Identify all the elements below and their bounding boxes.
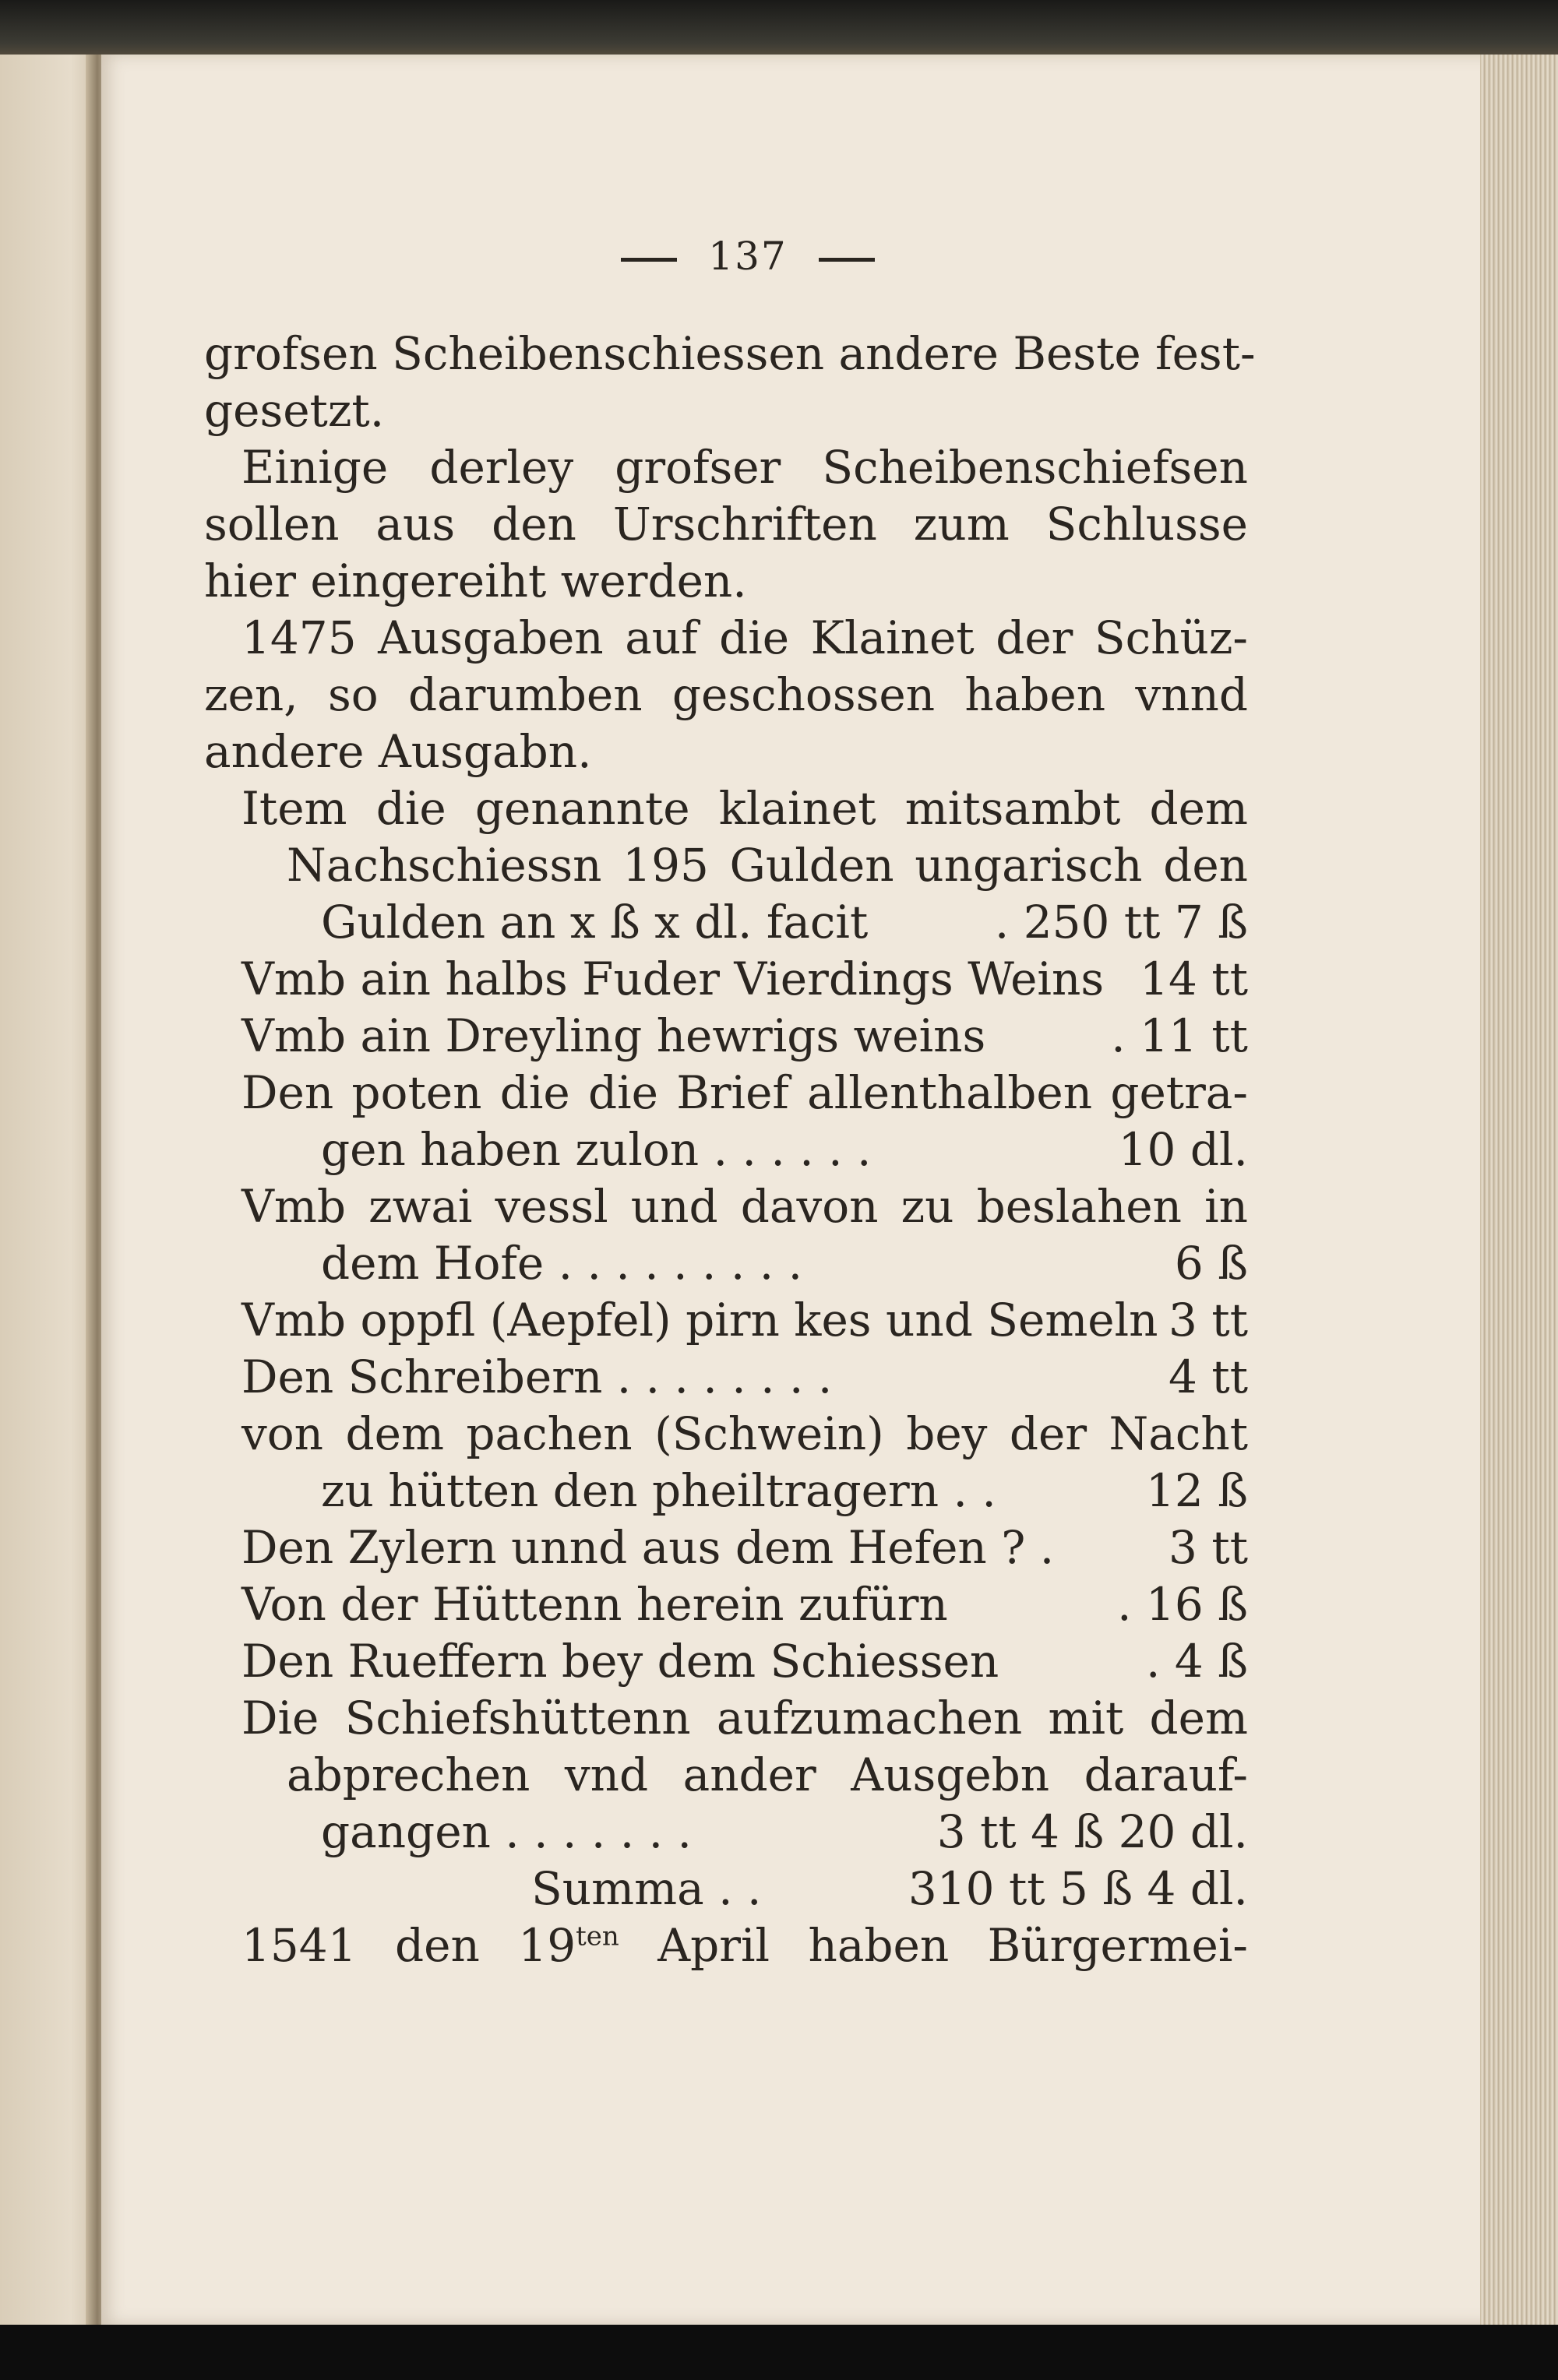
ledger-text: gen haben zulon . . . . . . bbox=[321, 1123, 872, 1176]
ledger-text: gangen . . . . . . . bbox=[321, 1805, 692, 1858]
closing-ordinal: ten bbox=[576, 1921, 619, 1952]
ledger-amount: 3 tt bbox=[1168, 1294, 1248, 1347]
closing-word: den bbox=[395, 1919, 480, 1972]
body-line: sollen aus den Urschriften zum Schlusse bbox=[204, 498, 1248, 551]
ledger-line: abprechen vnd ander Ausgebn darauf- bbox=[287, 1748, 1248, 1801]
ledger-entry-last bbox=[204, 1121, 1248, 1178]
ledger-line: Vmb zwai vessl und davon zu beslahen in bbox=[241, 1180, 1248, 1233]
ledger-text: Gulden an x ß x dl. facit bbox=[321, 896, 869, 949]
ledger-entry-last bbox=[204, 1519, 1248, 1576]
ledger-line: Item die genannte klainet mitsambt dem bbox=[241, 782, 1248, 835]
page-number-dash-right bbox=[819, 258, 875, 262]
page-body bbox=[204, 326, 1256, 1974]
ledger-entry-last bbox=[204, 951, 1248, 1008]
body-line: gesetzt. bbox=[204, 384, 385, 437]
ledger-amount: 14 tt bbox=[1140, 952, 1248, 1005]
ledger-amount: . 11 tt bbox=[1111, 1009, 1248, 1062]
ledger-entry-last bbox=[204, 1463, 1248, 1519]
ledger-text: Den Schreibern . . . . . . . . bbox=[241, 1350, 833, 1403]
summa-amount: 310 tt 5 ß 4 dl. bbox=[908, 1862, 1248, 1915]
ledger-entry-last bbox=[204, 1235, 1248, 1292]
ledger-line: Die Schiefshüttenn aufzumachen mit dem bbox=[241, 1692, 1248, 1745]
body-line: Einige derley grofser Scheibenschiefsen bbox=[241, 441, 1248, 494]
ledger-amount: 6 ß bbox=[1174, 1237, 1248, 1290]
closing-line bbox=[204, 1917, 1248, 1974]
ledger-text: zu hütten den pheiltragern . . bbox=[321, 1464, 996, 1517]
closing-day: 19 bbox=[518, 1919, 576, 1972]
page-number-value: 137 bbox=[708, 234, 788, 279]
ledger-line: Den poten die die Brief allenthalben getra- bbox=[241, 1066, 1248, 1119]
ledger-line: von dem pachen (Schwein) bey der Nacht bbox=[241, 1407, 1248, 1460]
ledger-text: Den Rueffern bey dem Schiessen bbox=[241, 1635, 999, 1688]
page-number-dash-left bbox=[621, 258, 677, 262]
ledger-text: Vmb ain Dreyling hewrigs weins bbox=[241, 1009, 986, 1062]
ledger-entry-last bbox=[204, 1633, 1248, 1690]
ledger-entry-last bbox=[204, 894, 1248, 951]
body-line: grofsen Scheibenschiessen andere Beste fest- bbox=[204, 327, 1256, 380]
ledger-text: Vmb ain halbs Fuder Vierdings Weins bbox=[241, 952, 1105, 1005]
body-line: zen, so darumben geschossen haben vnnd bbox=[204, 668, 1248, 721]
ledger-amount: 10 dl. bbox=[1118, 1123, 1248, 1176]
ledger-amount: 3 tt bbox=[1168, 1521, 1248, 1574]
closing-year: 1541 bbox=[241, 1919, 357, 1972]
ledger-amount: 4 tt bbox=[1168, 1350, 1248, 1403]
closing-date bbox=[518, 1919, 619, 1972]
ledger-entry-last bbox=[204, 1349, 1248, 1406]
ledger-amount: . 4 ß bbox=[1146, 1635, 1248, 1688]
ledger-amount: . 250 tt 7 ß bbox=[994, 896, 1248, 949]
ledger-entry-last bbox=[204, 1008, 1248, 1065]
ledger-amount: 3 tt 4 ß 20 dl. bbox=[936, 1805, 1248, 1858]
ledger-amount: 12 ß bbox=[1146, 1464, 1248, 1517]
ledger-entry-last bbox=[204, 1804, 1248, 1861]
ledger-line: Nachschiessn 195 Gulden ungarisch den bbox=[287, 839, 1248, 892]
ledger-entry-last bbox=[204, 1292, 1248, 1349]
ledger-entry-last bbox=[204, 1576, 1248, 1633]
body-line: hier eingereiht werden. bbox=[204, 555, 747, 607]
closing-text: April haben Bürgermei- bbox=[657, 1919, 1249, 1972]
ledger-amount: . 16 ß bbox=[1117, 1578, 1248, 1631]
body-line: andere Ausgabn. bbox=[204, 725, 592, 778]
ledger-text: Den Zylern unnd aus dem Hefen ? . bbox=[241, 1521, 1055, 1574]
summa-label: Summa . . bbox=[531, 1862, 762, 1915]
summa-line bbox=[204, 1861, 1248, 1917]
ledger-text: Von der Hüttenn herein zufürn bbox=[241, 1578, 948, 1631]
ledger-text: dem Hofe . . . . . . . . . bbox=[321, 1237, 803, 1290]
book-bottom-band bbox=[0, 2325, 1558, 2380]
body-line: 1475 Ausgaben auf die Klainet der Schüz- bbox=[241, 611, 1248, 664]
page-edges bbox=[1480, 55, 1558, 2325]
page-number bbox=[576, 234, 919, 279]
ledger-text: Vmb oppfl (Aepfel) pirn kes und Semeln bbox=[241, 1294, 1158, 1347]
